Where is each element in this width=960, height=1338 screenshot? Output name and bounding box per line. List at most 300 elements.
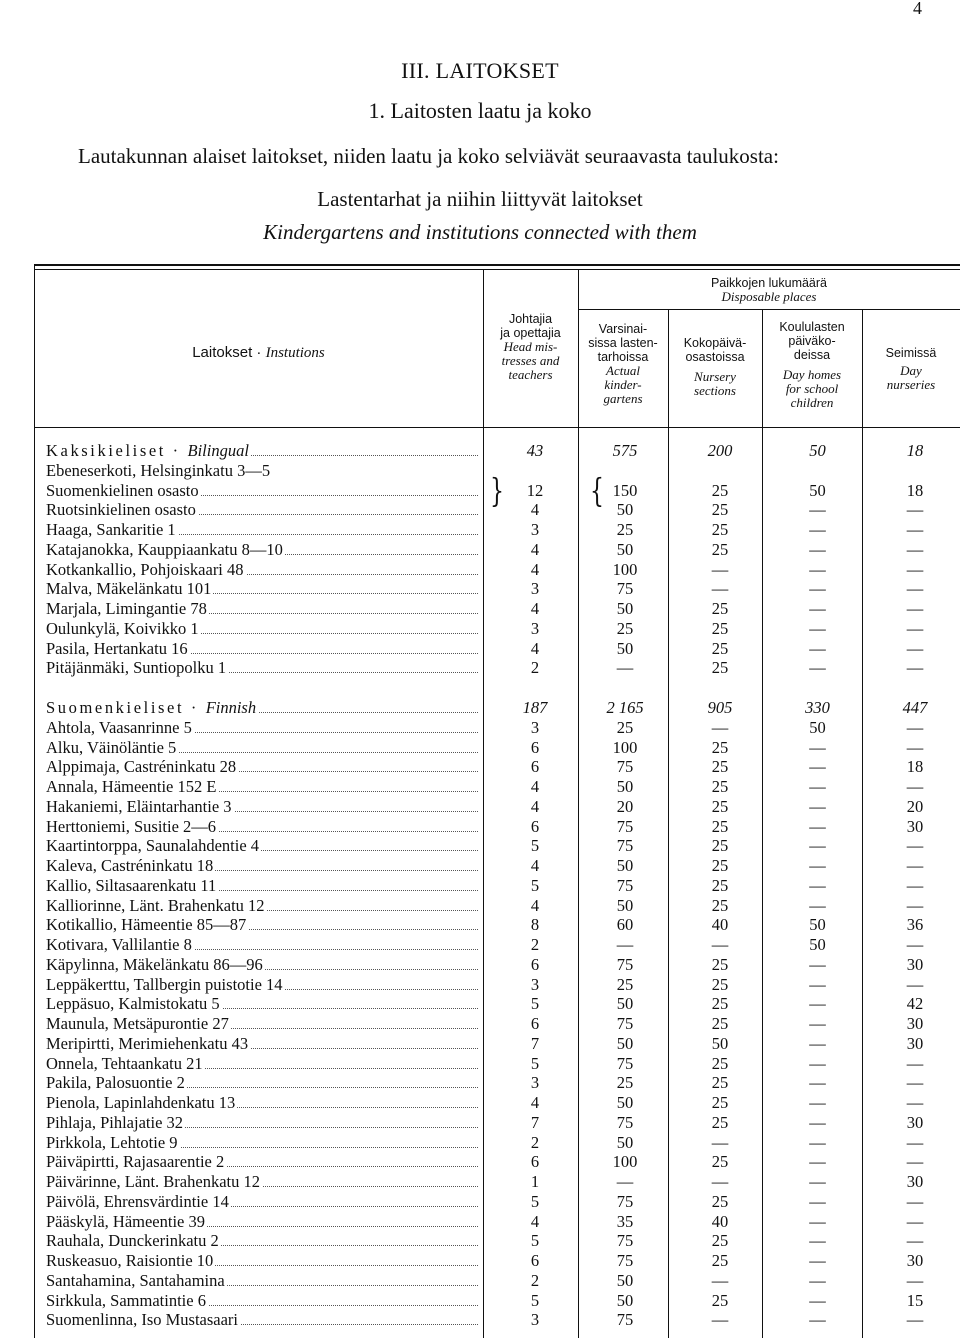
cell-value: 35	[616, 1211, 634, 1231]
institution-name	[46, 657, 478, 678]
cell-value: 150	[612, 480, 638, 500]
cell-value: —	[809, 954, 826, 974]
cell-value: —	[809, 1270, 826, 1290]
section-total-row	[0, 440, 960, 461]
header-text: Disposable places	[721, 289, 817, 304]
header-bottom-rule	[34, 427, 960, 428]
cell-value: 30	[906, 1014, 924, 1033]
institution-name	[46, 1053, 478, 1074]
cell-value: 25	[711, 618, 729, 638]
institution-name	[46, 1211, 478, 1232]
cell-value: 50	[809, 480, 826, 500]
table-row	[0, 875, 960, 896]
institution-name	[46, 1250, 478, 1271]
institution-name	[46, 1112, 478, 1133]
cell-value: —	[906, 1132, 924, 1152]
section-label	[46, 697, 478, 718]
cell-value: 6	[530, 1014, 540, 1033]
cell-value: —	[906, 1053, 924, 1073]
header-text: Johtajia	[508, 312, 553, 326]
cell-value: 75	[616, 1191, 634, 1211]
cell-value: 25	[711, 737, 729, 757]
header-institutions-fi: Laitokset	[192, 344, 253, 361]
institution-name-text: Kotivara, Vallilantie 8	[46, 935, 192, 954]
cell-value: 6	[530, 757, 540, 777]
cell-value: 4	[530, 500, 540, 520]
cell-value: —	[809, 579, 826, 599]
cell-value: —	[906, 638, 924, 658]
cell-value: 50	[616, 500, 634, 520]
cell-value: 75	[616, 757, 634, 777]
cell-value: 30	[906, 1251, 924, 1270]
cell-value: —	[906, 1211, 924, 1231]
institution-name	[46, 519, 478, 540]
table-row	[0, 717, 960, 738]
cell-value: 30	[906, 816, 924, 836]
cell-value: 25	[711, 757, 729, 777]
institution-name-text: Pääskylä, Hämeentie 39	[46, 1211, 205, 1231]
institution-name	[46, 1290, 478, 1311]
cell-value: 3	[530, 1073, 540, 1093]
cell-value: 25	[711, 658, 729, 678]
institution-name-text: Kalliorinne, Länt. Brahenkatu 12	[46, 895, 265, 915]
table-title-en: Kindergartens and institutions connected with them	[263, 220, 697, 244]
cell-value: 15	[906, 1290, 924, 1310]
brace-glyph: {	[590, 472, 604, 510]
institution-name	[46, 855, 478, 876]
table-top-rule	[34, 264, 960, 266]
cell-value: 43	[526, 441, 544, 460]
cell-value: 3	[530, 618, 540, 638]
cell-value: —	[711, 717, 729, 737]
cell-value: 4	[530, 599, 540, 618]
cell-value: 50	[711, 1033, 729, 1053]
table-row	[0, 934, 960, 955]
institution-name-text: Ebeneserkoti, Helsinginkatu 3—5	[46, 460, 271, 480]
table-row	[0, 559, 960, 580]
cell-value: 75	[616, 1053, 634, 1073]
cell-value: —	[711, 559, 729, 579]
institution-name-text: Kotikallio, Hämeentie 85—87	[46, 915, 247, 935]
cell-value: 25	[711, 816, 729, 836]
cell-value: 4	[530, 777, 540, 796]
institution-name	[46, 1132, 478, 1153]
cell-value: 25	[711, 599, 729, 618]
header-institutions-en: Instutions	[265, 345, 325, 361]
table-top-rule-thin	[34, 269, 960, 270]
section-total-row	[0, 697, 960, 718]
table-row	[0, 1053, 960, 1074]
cell-value: 50	[616, 994, 634, 1014]
page-number: 4	[913, 0, 922, 18]
cell-value: —	[809, 638, 826, 658]
header-text: Koululasten	[779, 320, 845, 334]
institution-name-text: Maunula, Metsäpurontie 27	[46, 1014, 229, 1033]
table-row	[0, 1112, 960, 1133]
table-row	[0, 1191, 960, 1212]
header-text: Kokopäivä-	[683, 336, 747, 350]
cell-value: —	[711, 1132, 729, 1152]
header-text: sissa lasten-	[588, 336, 658, 350]
table-row	[0, 895, 960, 916]
cell-value: 50	[809, 935, 826, 954]
cell-value: 75	[616, 1231, 634, 1251]
cell-value: 25	[711, 777, 729, 796]
institution-name	[46, 1191, 478, 1212]
table-row	[0, 1033, 960, 1054]
cell-value: 25	[711, 520, 729, 539]
institution-name	[46, 934, 478, 955]
institution-name	[46, 954, 478, 975]
cell-value: 20	[906, 796, 924, 816]
cell-value: —	[906, 777, 924, 796]
cell-value: 25	[616, 1073, 634, 1093]
cell-value: —	[906, 579, 924, 599]
cell-value: —	[809, 539, 826, 559]
cell-value: 3	[530, 974, 540, 994]
table-row	[0, 974, 960, 995]
cell-value: —	[906, 539, 924, 559]
cell-value: —	[809, 1290, 826, 1310]
cell-value: 187	[522, 698, 548, 717]
header-text: gartens	[603, 391, 643, 406]
section-label-en: Finnish	[205, 698, 257, 717]
cell-value: —	[809, 618, 826, 638]
institution-name	[46, 638, 478, 659]
cell-value: 18	[906, 757, 924, 777]
cell-value: 40	[711, 1211, 729, 1231]
cell-value: 100	[612, 559, 638, 579]
cell-value: 2	[530, 1270, 540, 1290]
cell-value: 50	[809, 717, 826, 737]
cell-value: —	[809, 1152, 826, 1172]
cell-value: 6	[530, 816, 540, 836]
cell-value: 100	[612, 1152, 638, 1172]
cell-value: —	[906, 599, 924, 618]
cell-value: —	[906, 658, 924, 678]
cell-value: —	[616, 1172, 634, 1191]
cell-value: 4	[530, 856, 540, 875]
cell-value: —	[906, 875, 924, 895]
cell-value: 50	[616, 539, 634, 559]
cell-value: —	[809, 1211, 826, 1231]
institution-name-text: Käpylinna, Mäkelänkatu 86—96	[46, 954, 263, 974]
header-text: for school	[785, 381, 839, 396]
cell-value: —	[711, 935, 729, 954]
cell-value: 6	[530, 954, 540, 974]
cell-value: 25	[711, 954, 729, 974]
cell-value: 25	[711, 895, 729, 915]
cell-value: 6	[530, 737, 540, 757]
cell-value: 25	[711, 974, 729, 994]
places-rule	[578, 309, 960, 310]
cell-value: 2	[530, 935, 540, 954]
cell-value: 3	[530, 579, 540, 599]
header-text: Day	[900, 363, 922, 378]
cell-value: —	[809, 895, 826, 915]
institution-name-text: Marjala, Limingantie 78	[46, 599, 207, 618]
cell-value: 25	[711, 1014, 729, 1033]
table-row	[0, 914, 960, 935]
cell-value: 3	[530, 1310, 540, 1330]
section-label-en: Bilingual	[187, 441, 249, 460]
cell-value: —	[711, 1270, 729, 1290]
cell-value: 50	[616, 1290, 634, 1310]
table-row	[0, 460, 960, 481]
institution-name	[46, 499, 478, 520]
institution-name	[46, 776, 478, 797]
cell-value: 75	[616, 1014, 634, 1033]
header-text: deissa	[793, 348, 831, 362]
institution-name	[46, 559, 478, 580]
header-institutions: Laitokset · Instutions	[192, 344, 325, 361]
institution-name-text: Päivölä, Ehrensvärdintie 14	[46, 1191, 229, 1211]
institution-name-text: Kallio, Siltasaarenkatu 11	[46, 875, 217, 895]
header-text: päiväko-	[788, 334, 836, 348]
cell-value: 4	[530, 895, 540, 915]
cell-value: 50	[616, 1132, 634, 1152]
institution-name-text: Pihlaja, Pihlajatie 32	[46, 1112, 184, 1132]
institution-name	[46, 895, 478, 916]
section-label-fi: Kaksikieliset	[46, 441, 166, 460]
institution-name	[46, 578, 478, 599]
institution-name	[46, 539, 478, 560]
cell-value: —	[809, 1172, 826, 1191]
institution-name-text: Kaartintorppa, Saunalahdentie 4	[46, 836, 260, 856]
institution-name	[46, 816, 478, 837]
brace-glyph: }	[490, 472, 504, 510]
cell-value: 5	[530, 1053, 540, 1073]
cell-value: 25	[711, 1231, 729, 1251]
institution-name-text: Leppäkerttu, Tallbergin puistotie 14	[46, 974, 283, 994]
table-row	[0, 578, 960, 599]
cell-value: 25	[711, 796, 729, 816]
header-nursery	[668, 336, 762, 398]
cell-value: 2	[530, 658, 540, 678]
cell-value: 6	[530, 1152, 540, 1172]
header-head-teachers	[483, 312, 578, 382]
cell-value: —	[809, 757, 826, 777]
cell-value: 50	[616, 599, 634, 618]
cell-value: 75	[616, 1251, 634, 1270]
section-title: 1. Laitosten laatu ja koko	[368, 98, 592, 123]
institution-name	[46, 1013, 478, 1034]
table-row	[0, 1290, 960, 1311]
cell-value: —	[906, 737, 924, 757]
institution-name-text: Pakila, Palosuontie 2	[46, 1073, 185, 1093]
cell-value: 75	[616, 1112, 634, 1132]
cell-value: 75	[616, 816, 634, 836]
cell-value: 5	[530, 1191, 540, 1211]
cell-value: 75	[616, 836, 634, 856]
cell-value: —	[809, 1191, 826, 1211]
cell-value: —	[809, 1231, 826, 1251]
table-row	[0, 776, 960, 797]
cell-value: —	[809, 1310, 826, 1330]
table-row	[0, 519, 960, 540]
cell-value: 50	[616, 777, 634, 796]
table-row	[0, 1270, 960, 1291]
cell-value: 18	[906, 480, 924, 500]
institution-name-text: Ruotsinkielinen osasto	[46, 500, 196, 520]
header-places	[578, 276, 960, 304]
cell-value: —	[906, 1191, 924, 1211]
institution-name	[46, 480, 478, 501]
cell-value: 25	[711, 1073, 729, 1093]
cell-value: —	[809, 1014, 826, 1033]
institution-name-text: Alppimaja, Castréninkatu 28	[46, 757, 237, 777]
cell-value: 447	[902, 698, 928, 717]
institution-name-text: Herttoniemi, Susitie 2—6	[46, 816, 217, 836]
table-row	[0, 954, 960, 975]
cell-value: —	[809, 737, 826, 757]
cell-value: —	[809, 520, 826, 539]
institution-name-text: Suomenkielinen osasto	[46, 480, 199, 500]
cell-value: 3	[530, 717, 540, 737]
cell-value: 20	[616, 796, 634, 816]
cell-value: 25	[711, 500, 729, 520]
cell-value: —	[906, 856, 924, 875]
institution-name-text: Pirkkola, Lehtotie 9	[46, 1132, 178, 1152]
table-row	[0, 657, 960, 678]
cell-value: —	[616, 935, 634, 954]
cell-value: —	[809, 559, 826, 579]
table-row	[0, 1092, 960, 1113]
cell-value: —	[809, 816, 826, 836]
cell-value: —	[809, 1093, 826, 1112]
cell-value: 25	[616, 520, 634, 539]
cell-value: —	[711, 579, 729, 599]
institution-name	[46, 974, 478, 995]
cell-value: —	[809, 1132, 826, 1152]
institution-name-text: Ruskeasuo, Raisiontie 10	[46, 1251, 214, 1270]
cell-value: 25	[711, 480, 729, 500]
cell-value: 60	[616, 915, 634, 935]
header-text: Nursery	[694, 369, 736, 384]
cell-value: 25	[711, 1191, 729, 1211]
cell-value: —	[809, 500, 826, 520]
cell-value: —	[906, 935, 924, 954]
cell-value: —	[711, 1172, 729, 1191]
table-row	[0, 855, 960, 876]
table-row	[0, 598, 960, 619]
institution-name-text: Pienola, Lapinlahdenkatu 13	[46, 1093, 236, 1112]
institution-name-text: Meripirtti, Merimiehenkatu 43	[46, 1033, 249, 1053]
institution-name-text: Santahamina, Santahamina	[46, 1270, 225, 1290]
cell-value: 25	[711, 638, 729, 658]
cell-value: 5	[530, 1290, 540, 1310]
cell-value: 50	[616, 895, 634, 915]
institution-name-text: Onnela, Tehtaankatu 21	[46, 1053, 203, 1073]
cell-value: —	[906, 1231, 924, 1251]
cell-value: 25	[616, 974, 634, 994]
header-text: Actual	[606, 363, 640, 378]
institution-name	[46, 993, 478, 1014]
cell-value: —	[906, 895, 924, 915]
cell-value: —	[906, 500, 924, 520]
table-row	[0, 796, 960, 817]
cell-value: 25	[711, 1093, 729, 1112]
institution-name-text: Ahtola, Vaasanrinne 5	[46, 717, 192, 737]
cell-value: 25	[711, 539, 729, 559]
cell-value: —	[809, 994, 826, 1014]
institution-name	[46, 1270, 478, 1291]
cell-value: —	[906, 520, 924, 539]
institution-name	[46, 1230, 478, 1251]
cell-value: 50	[616, 1033, 634, 1053]
cell-value: 2 165	[606, 698, 644, 717]
cell-value: 25	[711, 875, 729, 895]
cell-value: 25	[711, 1053, 729, 1073]
institution-name	[46, 796, 478, 817]
header-text: children	[790, 395, 834, 410]
cell-value: 100	[612, 737, 638, 757]
table-row	[0, 539, 960, 560]
cell-value: —	[809, 1251, 826, 1270]
header-text: Paikkojen lukumäärä	[710, 276, 828, 290]
institution-name-text: Hakaniemi, Eläintarhantie 3	[46, 796, 232, 816]
institution-name-text: Kotkankallio, Pohjoiskaari 48	[46, 559, 244, 579]
institution-name-text: Oulunkylä, Koivikko 1	[46, 618, 199, 638]
cell-value: 6	[530, 1251, 540, 1270]
table-row	[0, 1132, 960, 1153]
header-text: kinder-	[604, 377, 642, 392]
table-row	[0, 1013, 960, 1034]
cell-value: 25	[616, 618, 634, 638]
cell-value: —	[809, 1033, 826, 1053]
cell-value: 30	[906, 1112, 924, 1132]
header-text: teachers	[508, 367, 553, 382]
cell-value: —	[906, 717, 924, 737]
table-row	[0, 1211, 960, 1232]
cell-value: 4	[530, 1093, 540, 1112]
header-text: osastoissa	[685, 350, 745, 364]
cell-value: 25	[711, 1152, 729, 1172]
institution-name-text: Päiväpirtti, Rajasaarentie 2	[46, 1152, 225, 1172]
cell-value: —	[809, 875, 826, 895]
cell-value: 25	[711, 1290, 729, 1310]
table-row	[0, 618, 960, 639]
cell-value: —	[809, 856, 826, 875]
cell-value: 75	[616, 875, 634, 895]
cell-value: 42	[906, 994, 924, 1014]
institution-name-text: Leppäsuo, Kalmistokatu 5	[46, 994, 220, 1014]
institution-name-text: Annala, Hämeentie 152 E	[46, 777, 217, 796]
table-row	[0, 756, 960, 777]
table-row	[0, 816, 960, 837]
header-kindergartens	[578, 322, 668, 406]
cell-value: 2	[530, 1132, 540, 1152]
cell-value: —	[906, 836, 924, 856]
intro-text: Lautakunnan alaiset laitokset, niiden laatu ja koko selviävät seuraavasta taulukosta:	[78, 144, 779, 168]
cell-value: 575	[612, 441, 638, 460]
cell-value: —	[809, 599, 826, 618]
institution-name-text: Sirkkula, Sammatintie 6	[46, 1290, 206, 1310]
header-text: Day homes	[782, 367, 842, 382]
cell-value: 330	[805, 698, 830, 717]
cell-value: 12	[526, 480, 544, 500]
table-row	[0, 499, 960, 520]
institution-name-text: Rauhala, Dunckerinkatu 2	[46, 1231, 219, 1251]
cell-value: 40	[711, 915, 729, 935]
cell-value: —	[809, 1073, 826, 1093]
header-text: tarhoissa	[597, 350, 649, 364]
cell-value: 4	[530, 539, 540, 559]
cell-value: 50	[809, 915, 826, 935]
table-row	[0, 993, 960, 1014]
cell-value: 18	[906, 441, 924, 460]
cell-value: —	[809, 836, 826, 856]
